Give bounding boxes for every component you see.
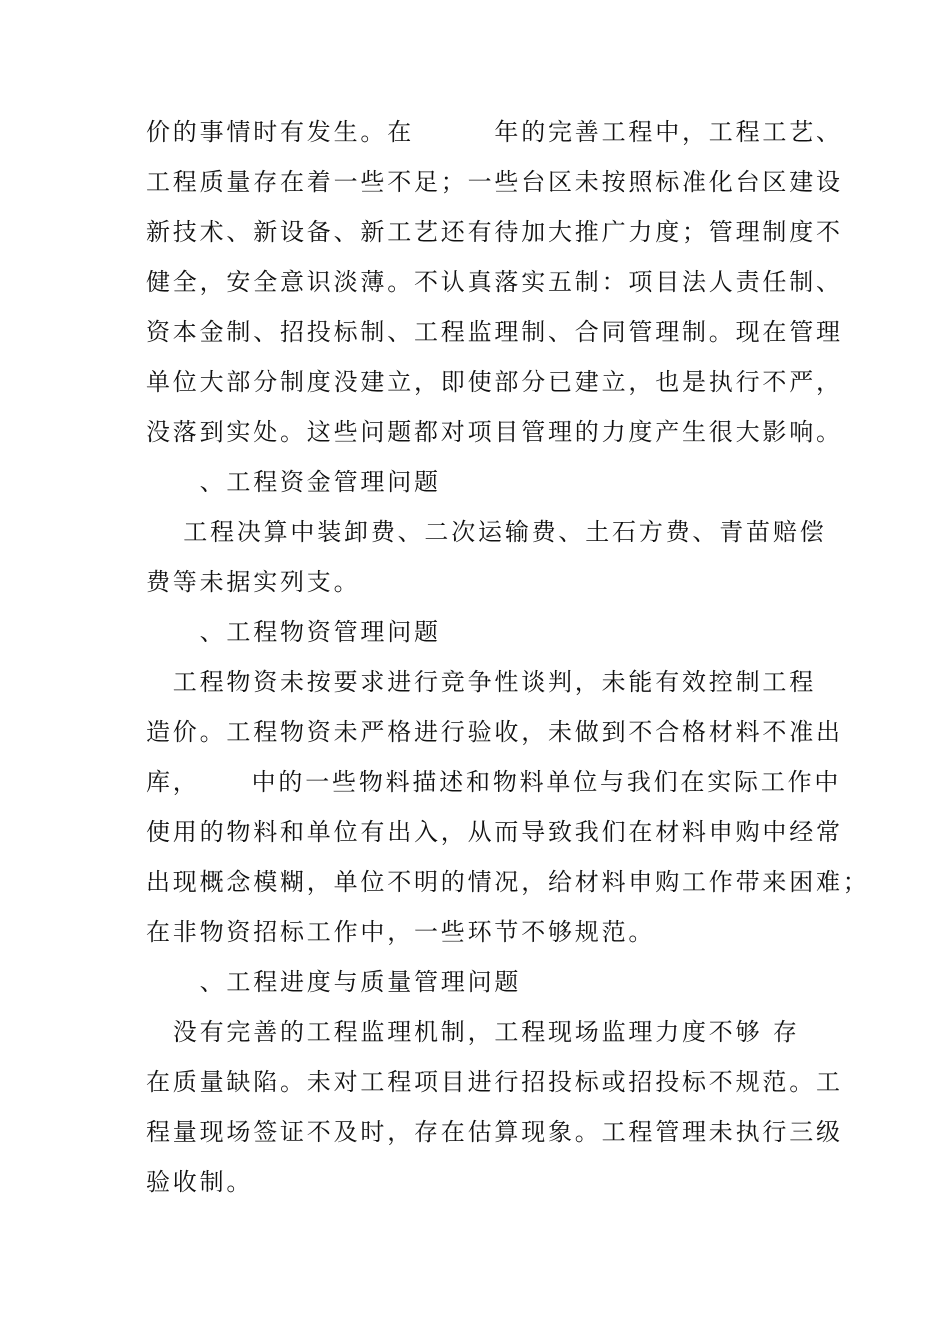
paragraph-line: 出现概念模糊，单位不明的情况，给材料申购工作带来困难；: [146, 868, 870, 896]
paragraph-line: 健全，安全意识淡薄。不认真落实五制：项目法人责任制、: [146, 268, 843, 296]
paragraph-line: 工程质量存在着一些不足；一些台区未按照标准化台区建设: [146, 168, 843, 196]
section-heading: 、工程资金管理问题: [146, 468, 441, 496]
paragraph-line: 资本金制、招投标制、工程监理制、合同管理制。现在管理: [146, 318, 843, 346]
paragraph-line: 验收制。: [146, 1168, 254, 1196]
paragraph-line: 没落到实处。这些问题都对项目管理的力度产生很大影响。: [146, 418, 843, 446]
paragraph-line: 单位大部分制度没建立，即使部分已建立，也是执行不严，: [146, 368, 843, 396]
paragraph-line: 工程物资未按要求进行竞争性谈判，未能有效控制工程: [146, 668, 816, 696]
paragraph-line: 在质量缺陷。未对工程项目进行招投标或招投标不规范。工: [146, 1068, 843, 1096]
paragraph-line: 费等未据实列支。: [146, 568, 361, 596]
paragraph-line: 新技术、新设备、新工艺还有待加大推广力度；管理制度不: [146, 218, 843, 246]
section-heading: 、工程进度与质量管理问题: [146, 968, 522, 996]
paragraph-line: 价的事情时有发生。在 年的完善工程中，工程工艺、: [146, 118, 843, 146]
paragraph-line: 库， 中的一些物料描述和物料单位与我们在实际工作中: [146, 768, 842, 796]
paragraph-line: 造价。工程物资未严格进行验收，未做到不合格材料不准出: [146, 718, 843, 746]
paragraph-line: 使用的物料和单位有出入，从而导致我们在材料申购中经常: [146, 818, 843, 846]
paragraph-line: 程量现场签证不及时，存在估算现象。工程管理未执行三级: [146, 1118, 843, 1146]
section-heading: 、工程物资管理问题: [146, 618, 441, 646]
paragraph-line: 工程决算中装卸费、二次运输费、土石方费、青苗赔偿: [146, 518, 827, 546]
paragraph-line: 在非物资招标工作中，一些环节不够规范。: [146, 918, 656, 946]
paragraph-line: 没有完善的工程监理机制，工程现场监理力度不够 存: [146, 1018, 800, 1046]
